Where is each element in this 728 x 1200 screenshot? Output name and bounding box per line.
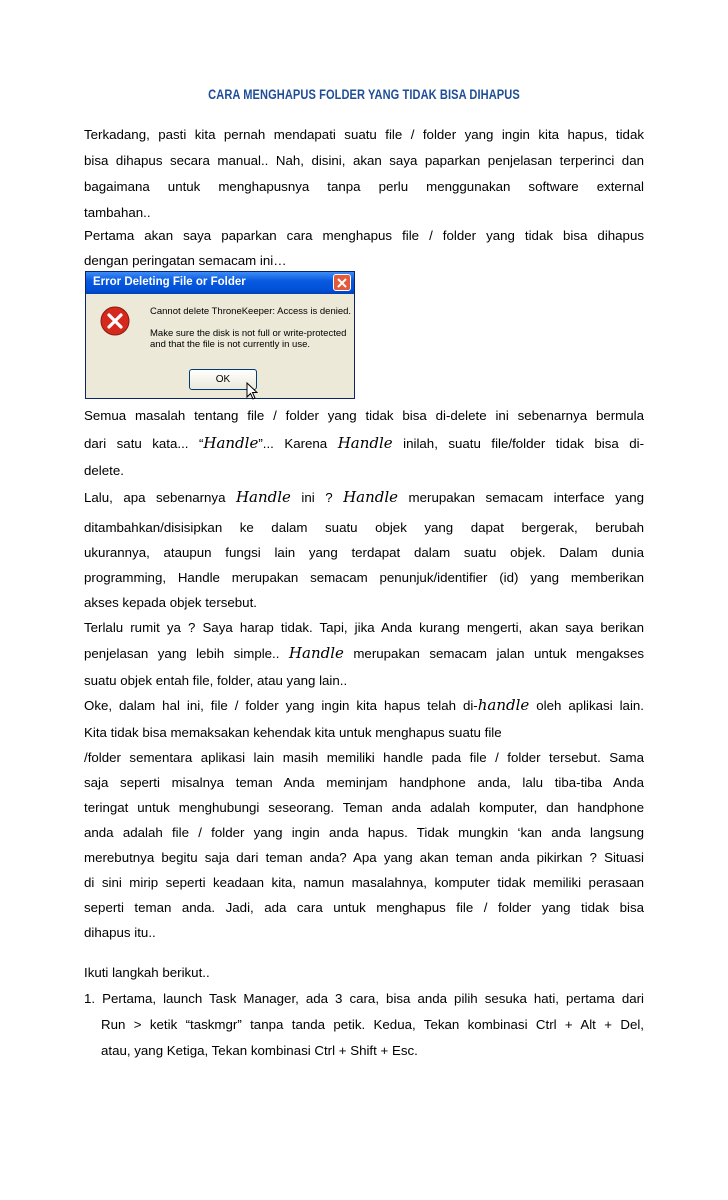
body-line: suatu objek entah file, folder, atau yang lain.. bbox=[84, 673, 348, 688]
close-icon bbox=[333, 274, 351, 291]
body-line: Terlalu rumit ya ? Saya harap tidak. Tapi, jika Anda kurang mengerti, akan saya berikan bbox=[84, 620, 644, 635]
step-line: Run > ketik “taskmgr” tanpa tanda petik. Kedua, Tekan kombinasi Ctrl + Alt + Del, bbox=[101, 1017, 644, 1032]
text-span: penjelasan yang lebih simple.. bbox=[84, 646, 280, 661]
step-line: 1. Pertama, launch Task Manager, ada 3 cara, bisa anda pilih sesuka hati, pertama dari bbox=[84, 991, 644, 1006]
body-line: Kita tidak bisa memaksakan kehendak kita untuk menghapus suatu file bbox=[84, 725, 502, 740]
text-span: merupakan semacam interface yang bbox=[408, 490, 644, 505]
intro-line: bisa dihapus secara manual.. Nah, disini, akan saya paparkan penjelasan terperinci dan bbox=[84, 153, 644, 168]
intro-line: Pertama akan saya paparkan cara menghapus file / folder yang tidak bisa dihapus bbox=[84, 228, 644, 243]
intro-line: tambahan.. bbox=[84, 205, 151, 220]
ok-button: OK bbox=[189, 369, 257, 390]
body-line: programming, Handle merupakan semacam penunjuk/identifier (id) yang memberikan bbox=[84, 570, 644, 585]
body-line bbox=[84, 489, 644, 506]
body-line: merebutnya begitu saja dari teman anda? Apa yang akan teman anda pikirkan ? Situasi bbox=[84, 850, 644, 865]
body-line: teringat untuk menghubungi seseorang. Teman anda adalah komputer, dan handphone bbox=[84, 800, 644, 815]
body-line bbox=[84, 435, 644, 452]
body-line: di sini mirip seperti keadaan kita, namun masalahnya, komputer tidak memiliki perasaan bbox=[84, 875, 644, 890]
dialog-detail-line: and that the file is not currently in use. bbox=[150, 339, 311, 350]
body-line: anda adalah file / folder yang ingin anda hapus. Tidak mungkin ‘kan anda langsung bbox=[84, 825, 644, 840]
intro-line: Terkadang, pasti kita pernah mendapati suatu file / folder yang ingin kita hapus, tidak bbox=[84, 127, 644, 142]
dialog-detail-line: Make sure the disk is not full or write-protected bbox=[150, 328, 347, 339]
error-dialog-image bbox=[85, 271, 355, 399]
body-line: saja seperti misalnya teman Anda meminjam handphone anda, lalu tiba-tiba Anda bbox=[84, 775, 644, 790]
body-line: ukurannya, ataupun fungsi lain yang terdapat dalam suatu objek. Dalam dunia bbox=[84, 545, 644, 560]
body-line: delete. bbox=[84, 463, 124, 478]
body-line: seperti teman anda. Jadi, ada cara untuk menghapus file / folder yang tidak bisa bbox=[84, 900, 644, 915]
dialog-message: Cannot delete ThroneKeeper: Access is denied. bbox=[150, 306, 352, 317]
text-span: dari satu kata... “ bbox=[84, 436, 204, 451]
text-span: ini ? bbox=[301, 490, 333, 505]
body-line: akses kepada objek tersebut. bbox=[84, 595, 257, 610]
handle-word: Handle bbox=[337, 434, 393, 452]
text-span: ”... Karena bbox=[258, 436, 328, 451]
handle-word: Handle bbox=[343, 488, 399, 506]
text-span: Oke, dalam hal ini, file / folder yang ingin kita hapus telah di- bbox=[84, 698, 478, 713]
steps-intro: Ikuti langkah berikut.. bbox=[84, 965, 210, 980]
intro-line: dengan peringatan semacam ini… bbox=[84, 253, 287, 268]
text-span: merupakan semacam jalan untuk mengakses bbox=[353, 646, 644, 661]
body-line: Semua masalah tentang file / folder yang tidak bisa di-delete ini sebenarnya bermula bbox=[84, 408, 644, 423]
dialog-titlebar bbox=[86, 272, 354, 294]
body-line: dihapus itu.. bbox=[84, 925, 156, 940]
handle-word: Handle bbox=[203, 434, 259, 452]
text-span: Lalu, apa sebenarnya bbox=[84, 490, 226, 505]
error-icon bbox=[100, 306, 130, 336]
body-line: ditambahkan/disisipkan ke dalam suatu objek yang dapat bergerak, berubah bbox=[84, 520, 644, 535]
cursor-icon bbox=[246, 382, 258, 400]
dialog-detail bbox=[150, 328, 350, 350]
text-span: inilah, suatu file/folder tidak bisa di- bbox=[403, 436, 645, 451]
intro-line: bagaimana untuk menghapusnya tanpa perlu menggunakan software external bbox=[84, 179, 644, 194]
body-line bbox=[84, 645, 644, 662]
handle-word: Handle bbox=[235, 488, 291, 506]
body-line: /folder sementara aplikasi lain masih memiliki handle pada file / folder tersebut. Sama bbox=[84, 750, 644, 765]
handle-word: handle bbox=[477, 696, 530, 714]
dialog-title: Error Deleting File or Folder bbox=[93, 276, 246, 288]
document-title: CARA MENGHAPUS FOLDER YANG TIDAK BISA DIHAPUS bbox=[208, 87, 520, 102]
step-line: atau, yang Ketiga, Tekan kombinasi Ctrl + Shift + Esc. bbox=[101, 1043, 418, 1058]
body-line bbox=[84, 697, 644, 714]
text-span: oleh aplikasi lain. bbox=[536, 698, 644, 713]
handle-word: Handle bbox=[288, 644, 344, 662]
